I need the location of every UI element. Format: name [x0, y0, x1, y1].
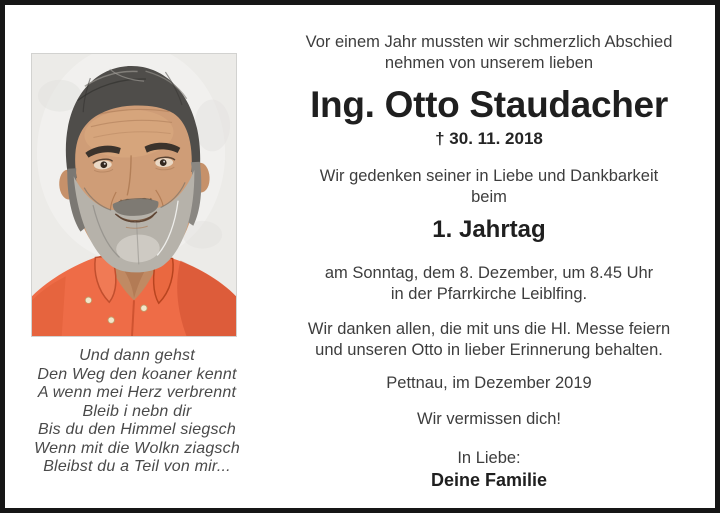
poem-line-4: Bleib i nebn dir — [82, 402, 192, 420]
poem-line-6: Wenn mit die Wolkn ziagsch — [34, 439, 240, 457]
portrait-photo — [31, 53, 237, 337]
family-signature: Deine Familie — [430, 470, 548, 490]
place-and-date: Pettnau, im Dezember 2019 — [386, 374, 592, 392]
thanks-line-1: Wir danken allen, die mit uns die Hl. Messe feiern — [307, 320, 671, 338]
thanks-line-2: und unseren Otto in lieber Erinnerung behalten. — [315, 341, 663, 359]
service-details — [261, 263, 717, 305]
farewell-line: Wir vermissen dich! — [417, 410, 561, 428]
service-line-1: am Sonntag, dem 8. Dezember, um 8.45 Uhr — [324, 264, 654, 282]
service-line-2: in der Pfarrkirche Leiblfing. — [390, 285, 588, 303]
poem-line-7: Bleibst du a Teil von mir... — [43, 458, 231, 475]
shirt-button — [85, 297, 91, 303]
poem-line-2: Den Weg den koaner kennt — [37, 365, 237, 383]
remembrance-text — [261, 166, 717, 208]
remembrance-line-2: beim — [471, 188, 507, 206]
closing-line: In Liebe: — [457, 449, 521, 467]
remembrance-line-1: Wir gedenken seiner in Liebe und Dankbarkeit — [319, 167, 659, 185]
deceased-name: Ing. Otto Staudacher — [310, 84, 668, 125]
shirt-button — [141, 305, 147, 311]
shirt-button — [108, 317, 114, 323]
poem-line-1: Und dann gehst — [79, 347, 195, 364]
intro-line-1: Vor einem Jahr mussten wir schmerzlich Abschied — [305, 33, 673, 51]
intro-text — [261, 32, 717, 74]
intro-line-2: nehmen von unserem lieben — [384, 54, 594, 72]
dialect-poem — [9, 347, 265, 477]
portrait-illustration — [32, 54, 236, 336]
thanks-text — [261, 319, 717, 361]
death-date: † 30. 11. 2018 — [435, 129, 543, 148]
poem-line-3: A wenn mei Herz verbrennt — [37, 384, 237, 401]
anniversary-heading: 1. Jahrtag — [432, 216, 546, 243]
poem-line-5: Bis du den Himmel siegsch — [38, 421, 236, 438]
